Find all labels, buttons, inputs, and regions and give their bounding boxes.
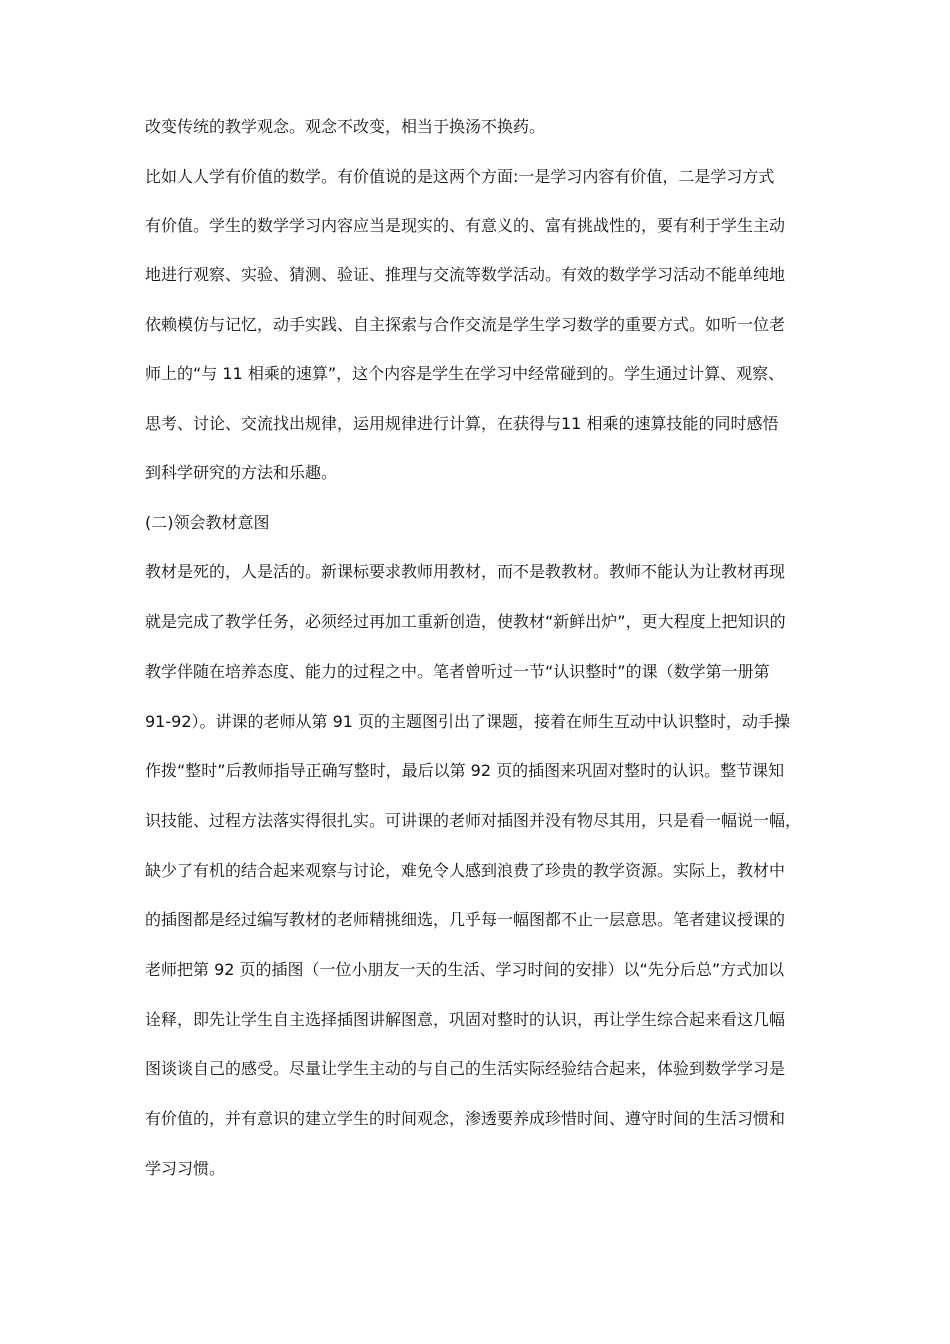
text-line: 比如人人学有价值的数学。有价值说的是这两个方面:一是学习内容有价值，二是学习方式 bbox=[145, 167, 775, 186]
text-line: 图谈谈自己的感受。尽量让学生主动的与自己的生活实际经验结合起来，体验到数学学习是 bbox=[145, 1059, 786, 1078]
text-line: 识技能、过程方法落实得很扎实。可讲课的老师对插图并没有物尽其用，只是看一幅说一幅， bbox=[145, 811, 802, 830]
text-line: 诠释，即先让学生自主选择插图讲解图意，巩固对整时的认识，再让学生综合起来看这几幅 bbox=[145, 1010, 786, 1029]
text-line: 地进行观察、实验、猜测、验证、推理与交流等数学活动。有效的数学学习活动不能单纯地 bbox=[145, 265, 786, 284]
text-line: 思考、讨论、交流找出规律，运用规律进行计算，在获得与11 相乘的速算技能的同时感悟 bbox=[145, 414, 779, 433]
text-line: 作拨“整时”后教师指导正确写整时，最后以第 92 页的插图来巩固对整时的认识。整节课知 bbox=[145, 761, 785, 780]
text-line: 的插图都是经过编写教材的老师精挑细选，几乎每一幅图都不止一层意思。笔者建议授课的 bbox=[145, 910, 786, 929]
text-line: 教学伴随在培养态度、能力的过程之中。笔者曾听过一节“认识整时”的课（数学第一册第 bbox=[145, 662, 770, 681]
text-line: 师上的“与 11 相乘的速算”，这个内容是学生在学习中经常碰到的。学生通过计算、观察、 bbox=[145, 364, 785, 383]
text-line: 到科学研究的方法和乐趣。 bbox=[145, 463, 338, 482]
text-line: 教材是死的，人是活的。新课标要求教师用教材，而不是教教材。教师不能认为让教材再现 bbox=[145, 562, 786, 581]
section-heading: (二)领会教材意图 bbox=[145, 513, 270, 532]
text-line: 依赖模仿与记忆，动手实践、自主探索与合作交流是学生学习数学的重要方式。如听一位老 bbox=[145, 315, 786, 334]
text-line: 91-92）。讲课的老师从第 91 页的主题图引出了课题，接着在师生互动中认识整时，动手操 bbox=[145, 712, 791, 731]
text-line: 有价值。学生的数学学习内容应当是现实的、有意义的、富有挑战性的，要有利于学生主动 bbox=[145, 216, 786, 235]
text-line: 学习习惯。 bbox=[145, 1159, 226, 1178]
text-line: 改变传统的教学观念。观念不改变，相当于换汤不换药。 bbox=[145, 117, 546, 136]
text-line: 缺少了有机的结合起来观察与讨论，难免令人感到浪费了珍贵的教学资源。实际上，教材中 bbox=[145, 861, 786, 880]
text-line: 就是完成了教学任务，必须经过再加工重新创造，使教材“新鲜出炉”，更大程度上把知识的 bbox=[145, 612, 786, 631]
text-line: 有价值的，并有意识的建立学生的时间观念，渗透要养成珍惜时间、遵守时间的生活习惯和 bbox=[145, 1109, 786, 1128]
text-line: 老师把第 92 页的插图（一位小朋友一天的生活、学习时间的安排）以“先分后总”方式加以 bbox=[145, 960, 785, 979]
